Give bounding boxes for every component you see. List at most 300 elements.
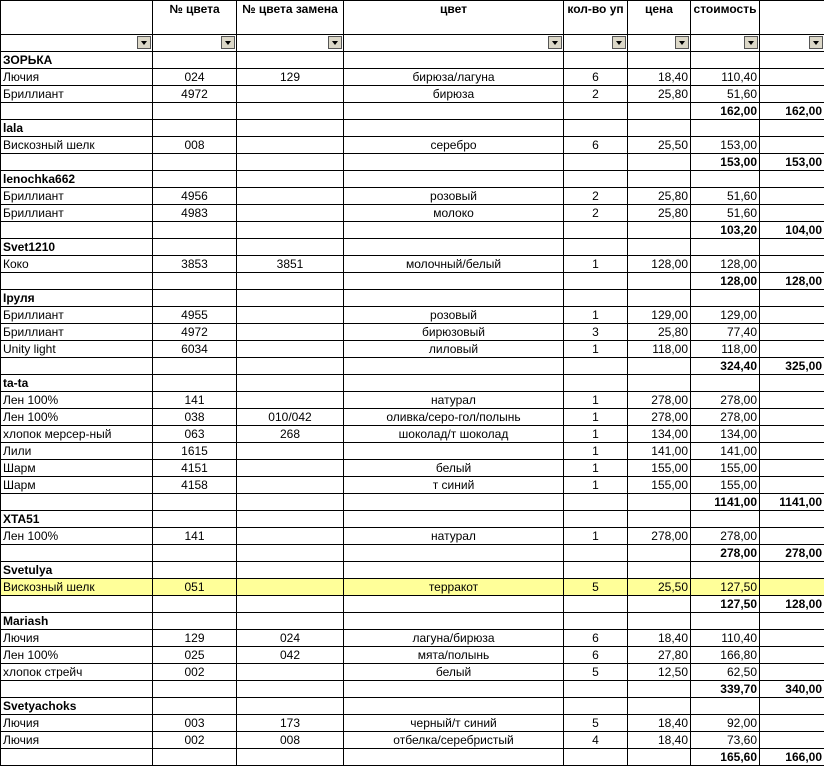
table-cell[interactable] xyxy=(564,120,628,137)
table-cell[interactable] xyxy=(760,460,824,477)
table-cell[interactable]: 155,00 xyxy=(691,477,760,494)
filter-dropdown-button[interactable] xyxy=(612,36,626,49)
rounded-total-cell[interactable]: 166,00 xyxy=(760,749,824,766)
table-cell[interactable] xyxy=(691,511,760,528)
table-cell[interactable]: Шарм xyxy=(1,460,153,477)
table-cell[interactable]: бирюза/лагуна xyxy=(344,69,564,86)
filter-dropdown-button[interactable] xyxy=(137,36,151,49)
table-cell[interactable]: 008 xyxy=(153,137,237,154)
table-cell[interactable] xyxy=(628,358,691,375)
table-cell[interactable]: 4972 xyxy=(153,86,237,103)
table-cell[interactable]: Бриллиант xyxy=(1,86,153,103)
table-cell[interactable] xyxy=(628,375,691,392)
table-cell[interactable]: 134,00 xyxy=(691,426,760,443)
table-cell[interactable]: Коко xyxy=(1,256,153,273)
table-cell[interactable] xyxy=(760,409,824,426)
rounded-total-cell[interactable]: 128,00 xyxy=(760,596,824,613)
table-cell[interactable]: 62,50 xyxy=(691,664,760,681)
table-cell[interactable] xyxy=(564,545,628,562)
table-cell[interactable] xyxy=(1,545,153,562)
table-cell[interactable] xyxy=(564,290,628,307)
table-cell[interactable]: 278,00 xyxy=(628,392,691,409)
table-cell[interactable]: 1 xyxy=(564,477,628,494)
table-cell[interactable]: 18,40 xyxy=(628,69,691,86)
table-cell[interactable]: белый xyxy=(344,664,564,681)
table-cell[interactable] xyxy=(344,239,564,256)
table-cell[interactable] xyxy=(760,52,824,69)
table-cell[interactable] xyxy=(237,460,344,477)
table-cell[interactable]: Лен 100% xyxy=(1,392,153,409)
table-cell[interactable]: серебро xyxy=(344,137,564,154)
customer-name-cell[interactable]: Svetulya xyxy=(1,562,153,579)
table-cell[interactable]: 4956 xyxy=(153,188,237,205)
table-cell[interactable]: 141 xyxy=(153,528,237,545)
filter-dropdown-button[interactable] xyxy=(744,36,758,49)
table-cell[interactable] xyxy=(344,222,564,239)
table-cell[interactable] xyxy=(1,681,153,698)
table-cell[interactable]: 3 xyxy=(564,324,628,341)
rounded-total-cell[interactable]: 340,00 xyxy=(760,681,824,698)
table-cell[interactable] xyxy=(628,562,691,579)
table-cell[interactable] xyxy=(760,290,824,307)
table-cell[interactable]: 127,50 xyxy=(691,579,760,596)
table-cell[interactable]: 25,80 xyxy=(628,188,691,205)
table-cell[interactable] xyxy=(1,749,153,766)
table-cell[interactable]: 024 xyxy=(153,69,237,86)
table-cell[interactable] xyxy=(760,443,824,460)
table-cell[interactable]: 1 xyxy=(564,307,628,324)
table-cell[interactable] xyxy=(628,154,691,171)
table-cell[interactable] xyxy=(153,239,237,256)
table-cell[interactable] xyxy=(760,477,824,494)
table-cell[interactable] xyxy=(628,545,691,562)
filter-dropdown-button[interactable] xyxy=(675,36,689,49)
table-cell[interactable] xyxy=(344,154,564,171)
table-cell[interactable] xyxy=(691,562,760,579)
table-cell[interactable] xyxy=(691,375,760,392)
table-cell[interactable] xyxy=(760,205,824,222)
table-cell[interactable] xyxy=(344,494,564,511)
table-cell[interactable]: 1 xyxy=(564,409,628,426)
table-cell[interactable] xyxy=(628,613,691,630)
table-cell[interactable] xyxy=(760,86,824,103)
customer-name-cell[interactable]: lala xyxy=(1,120,153,137)
table-cell[interactable] xyxy=(628,494,691,511)
table-cell[interactable] xyxy=(344,749,564,766)
table-cell[interactable]: 51,60 xyxy=(691,86,760,103)
table-cell[interactable]: 173 xyxy=(237,715,344,732)
table-cell[interactable]: 025 xyxy=(153,647,237,664)
table-cell[interactable] xyxy=(628,120,691,137)
table-cell[interactable]: 155,00 xyxy=(691,460,760,477)
table-cell[interactable] xyxy=(564,171,628,188)
table-cell[interactable] xyxy=(237,596,344,613)
table-cell[interactable]: белый xyxy=(344,460,564,477)
table-cell[interactable]: 141,00 xyxy=(628,443,691,460)
table-cell[interactable] xyxy=(564,562,628,579)
table-cell[interactable] xyxy=(153,103,237,120)
table-cell[interactable] xyxy=(628,698,691,715)
subtotal-cell[interactable]: 103,20 xyxy=(691,222,760,239)
table-cell[interactable] xyxy=(153,511,237,528)
table-cell[interactable]: 1 xyxy=(564,426,628,443)
table-cell[interactable]: 1 xyxy=(564,443,628,460)
table-cell[interactable]: 6034 xyxy=(153,341,237,358)
table-cell[interactable]: 1 xyxy=(564,392,628,409)
table-cell[interactable] xyxy=(628,681,691,698)
table-cell[interactable] xyxy=(760,732,824,749)
subtotal-cell[interactable]: 162,00 xyxy=(691,103,760,120)
table-cell[interactable] xyxy=(237,358,344,375)
table-cell[interactable] xyxy=(760,426,824,443)
customer-name-cell[interactable]: ta-ta xyxy=(1,375,153,392)
table-cell[interactable] xyxy=(153,358,237,375)
table-cell[interactable] xyxy=(153,545,237,562)
table-cell[interactable]: 6 xyxy=(564,630,628,647)
table-cell[interactable]: 3853 xyxy=(153,256,237,273)
table-cell[interactable] xyxy=(344,545,564,562)
table-cell[interactable] xyxy=(237,290,344,307)
table-cell[interactable] xyxy=(153,375,237,392)
table-cell[interactable]: Лен 100% xyxy=(1,647,153,664)
table-cell[interactable]: 3851 xyxy=(237,256,344,273)
table-cell[interactable]: 5 xyxy=(564,579,628,596)
table-cell[interactable]: 129,00 xyxy=(628,307,691,324)
table-cell[interactable]: хлопок мерсер-ный xyxy=(1,426,153,443)
customer-name-cell[interactable]: XTA51 xyxy=(1,511,153,528)
table-cell[interactable] xyxy=(564,358,628,375)
table-cell[interactable]: 278,00 xyxy=(691,528,760,545)
table-cell[interactable] xyxy=(564,154,628,171)
subtotal-cell[interactable]: 278,00 xyxy=(691,545,760,562)
table-cell[interactable] xyxy=(237,579,344,596)
table-cell[interactable]: 118,00 xyxy=(628,341,691,358)
table-cell[interactable] xyxy=(237,52,344,69)
table-cell[interactable]: 25,50 xyxy=(628,579,691,596)
table-cell[interactable] xyxy=(237,494,344,511)
table-cell[interactable]: 042 xyxy=(237,647,344,664)
table-cell[interactable]: 4955 xyxy=(153,307,237,324)
table-cell[interactable]: 25,80 xyxy=(628,86,691,103)
table-cell[interactable] xyxy=(237,664,344,681)
table-cell[interactable] xyxy=(760,698,824,715)
rounded-total-cell[interactable]: 1141,00 xyxy=(760,494,824,511)
table-cell[interactable] xyxy=(691,239,760,256)
customer-name-cell[interactable]: Mariash xyxy=(1,613,153,630)
table-cell[interactable]: лагуна/бирюза xyxy=(344,630,564,647)
table-cell[interactable]: 038 xyxy=(153,409,237,426)
table-cell[interactable]: молочный/белый xyxy=(344,256,564,273)
table-cell[interactable]: 1 xyxy=(564,256,628,273)
table-cell[interactable] xyxy=(564,596,628,613)
table-cell[interactable] xyxy=(760,171,824,188)
table-cell[interactable]: 12,50 xyxy=(628,664,691,681)
table-cell[interactable] xyxy=(564,103,628,120)
subtotal-cell[interactable]: 128,00 xyxy=(691,273,760,290)
table-cell[interactable] xyxy=(760,562,824,579)
table-cell[interactable] xyxy=(760,392,824,409)
table-cell[interactable]: Шарм xyxy=(1,477,153,494)
table-cell[interactable] xyxy=(237,613,344,630)
table-cell[interactable]: 6 xyxy=(564,137,628,154)
table-cell[interactable] xyxy=(760,613,824,630)
table-cell[interactable]: Лючия xyxy=(1,732,153,749)
table-cell[interactable] xyxy=(564,494,628,511)
table-cell[interactable]: Лючия xyxy=(1,69,153,86)
table-cell[interactable]: 4158 xyxy=(153,477,237,494)
rounded-total-cell[interactable]: 325,00 xyxy=(760,358,824,375)
table-cell[interactable] xyxy=(237,528,344,545)
table-cell[interactable]: 110,40 xyxy=(691,630,760,647)
table-cell[interactable] xyxy=(344,443,564,460)
table-cell[interactable] xyxy=(237,103,344,120)
rounded-total-cell[interactable]: 278,00 xyxy=(760,545,824,562)
table-cell[interactable] xyxy=(564,52,628,69)
table-cell[interactable] xyxy=(1,596,153,613)
customer-name-cell[interactable]: lenochka662 xyxy=(1,171,153,188)
table-cell[interactable]: 27,80 xyxy=(628,647,691,664)
table-cell[interactable]: 4 xyxy=(564,732,628,749)
table-cell[interactable] xyxy=(153,596,237,613)
subtotal-cell[interactable]: 165,60 xyxy=(691,749,760,766)
subtotal-cell[interactable]: 127,50 xyxy=(691,596,760,613)
table-cell[interactable] xyxy=(153,613,237,630)
table-cell[interactable] xyxy=(153,681,237,698)
table-cell[interactable] xyxy=(237,698,344,715)
table-cell[interactable] xyxy=(760,647,824,664)
table-cell[interactable] xyxy=(344,596,564,613)
table-cell[interactable] xyxy=(237,239,344,256)
table-cell[interactable] xyxy=(237,443,344,460)
table-cell[interactable] xyxy=(153,222,237,239)
table-cell[interactable] xyxy=(628,273,691,290)
table-cell[interactable]: Бриллиант xyxy=(1,307,153,324)
table-cell[interactable] xyxy=(344,698,564,715)
table-cell[interactable] xyxy=(760,630,824,647)
table-cell[interactable]: 268 xyxy=(237,426,344,443)
table-cell[interactable] xyxy=(344,613,564,630)
table-cell[interactable] xyxy=(564,239,628,256)
table-cell[interactable]: 110,40 xyxy=(691,69,760,86)
table-cell[interactable]: 128,00 xyxy=(691,256,760,273)
subtotal-cell[interactable]: 153,00 xyxy=(691,154,760,171)
customer-name-cell[interactable]: Svet1210 xyxy=(1,239,153,256)
table-cell[interactable]: 008 xyxy=(237,732,344,749)
table-cell[interactable]: Вискозный шелк xyxy=(1,579,153,596)
table-cell[interactable]: 2 xyxy=(564,86,628,103)
table-cell[interactable] xyxy=(344,562,564,579)
table-cell[interactable]: 278,00 xyxy=(691,392,760,409)
table-cell[interactable]: 18,40 xyxy=(628,630,691,647)
table-cell[interactable] xyxy=(564,681,628,698)
table-cell[interactable] xyxy=(760,341,824,358)
table-cell[interactable]: 010/042 xyxy=(237,409,344,426)
table-cell[interactable] xyxy=(344,103,564,120)
table-cell[interactable]: 129 xyxy=(237,69,344,86)
table-cell[interactable]: молоко xyxy=(344,205,564,222)
table-cell[interactable] xyxy=(237,749,344,766)
table-cell[interactable] xyxy=(760,664,824,681)
table-cell[interactable] xyxy=(628,596,691,613)
table-cell[interactable] xyxy=(628,290,691,307)
table-cell[interactable] xyxy=(691,290,760,307)
table-cell[interactable] xyxy=(237,171,344,188)
table-cell[interactable] xyxy=(237,188,344,205)
table-cell[interactable]: Лен 100% xyxy=(1,528,153,545)
table-cell[interactable]: 128,00 xyxy=(628,256,691,273)
table-cell[interactable] xyxy=(344,511,564,528)
table-cell[interactable] xyxy=(237,392,344,409)
table-cell[interactable] xyxy=(153,273,237,290)
table-cell[interactable] xyxy=(760,120,824,137)
table-cell[interactable]: 134,00 xyxy=(628,426,691,443)
table-cell[interactable] xyxy=(628,103,691,120)
table-cell[interactable]: хлопок стрейч xyxy=(1,664,153,681)
table-cell[interactable] xyxy=(237,477,344,494)
table-cell[interactable] xyxy=(344,273,564,290)
table-cell[interactable]: черный/т синий xyxy=(344,715,564,732)
table-cell[interactable]: 129,00 xyxy=(691,307,760,324)
table-cell[interactable] xyxy=(153,52,237,69)
table-cell[interactable]: 141,00 xyxy=(691,443,760,460)
table-cell[interactable]: 18,40 xyxy=(628,732,691,749)
table-cell[interactable]: натурал xyxy=(344,528,564,545)
table-cell[interactable]: бирюза xyxy=(344,86,564,103)
table-cell[interactable] xyxy=(760,188,824,205)
table-cell[interactable]: 51,60 xyxy=(691,205,760,222)
table-cell[interactable]: терракот xyxy=(344,579,564,596)
table-cell[interactable]: 18,40 xyxy=(628,715,691,732)
table-cell[interactable] xyxy=(760,307,824,324)
table-cell[interactable]: 51,60 xyxy=(691,188,760,205)
table-cell[interactable]: оливка/серо-гол/полынь xyxy=(344,409,564,426)
table-cell[interactable] xyxy=(691,613,760,630)
table-cell[interactable] xyxy=(344,290,564,307)
table-cell[interactable]: 141 xyxy=(153,392,237,409)
table-cell[interactable] xyxy=(760,579,824,596)
table-cell[interactable] xyxy=(1,358,153,375)
table-cell[interactable] xyxy=(691,120,760,137)
table-cell[interactable] xyxy=(153,494,237,511)
table-cell[interactable]: натурал xyxy=(344,392,564,409)
table-cell[interactable] xyxy=(564,273,628,290)
table-cell[interactable] xyxy=(628,511,691,528)
table-cell[interactable]: 5 xyxy=(564,715,628,732)
table-cell[interactable] xyxy=(628,239,691,256)
table-cell[interactable] xyxy=(237,681,344,698)
table-cell[interactable] xyxy=(564,511,628,528)
table-cell[interactable]: 4151 xyxy=(153,460,237,477)
table-cell[interactable]: Бриллиант xyxy=(1,188,153,205)
table-cell[interactable]: 002 xyxy=(153,664,237,681)
table-cell[interactable]: отбелка/серебристый xyxy=(344,732,564,749)
table-cell[interactable] xyxy=(564,698,628,715)
table-cell[interactable]: Вискозный шелк xyxy=(1,137,153,154)
table-cell[interactable] xyxy=(237,120,344,137)
table-cell[interactable] xyxy=(564,749,628,766)
table-cell[interactable] xyxy=(344,52,564,69)
table-cell[interactable] xyxy=(237,137,344,154)
table-cell[interactable] xyxy=(153,749,237,766)
table-cell[interactable] xyxy=(153,120,237,137)
table-cell[interactable]: 129 xyxy=(153,630,237,647)
table-cell[interactable] xyxy=(691,171,760,188)
table-cell[interactable] xyxy=(564,222,628,239)
subtotal-cell[interactable]: 1141,00 xyxy=(691,494,760,511)
customer-name-cell[interactable]: Iруля xyxy=(1,290,153,307)
table-cell[interactable]: 92,00 xyxy=(691,715,760,732)
filter-dropdown-button[interactable] xyxy=(328,36,342,49)
table-cell[interactable]: 155,00 xyxy=(628,460,691,477)
table-cell[interactable] xyxy=(1,273,153,290)
table-cell[interactable]: 4972 xyxy=(153,324,237,341)
table-cell[interactable] xyxy=(760,69,824,86)
table-cell[interactable]: 1 xyxy=(564,341,628,358)
table-cell[interactable] xyxy=(237,205,344,222)
table-cell[interactable]: 73,60 xyxy=(691,732,760,749)
table-cell[interactable] xyxy=(628,52,691,69)
table-cell[interactable] xyxy=(344,171,564,188)
table-cell[interactable]: розовый xyxy=(344,307,564,324)
table-cell[interactable]: Бриллиант xyxy=(1,205,153,222)
table-cell[interactable]: бирюзовый xyxy=(344,324,564,341)
table-cell[interactable]: 6 xyxy=(564,69,628,86)
table-cell[interactable]: 4983 xyxy=(153,205,237,222)
table-cell[interactable] xyxy=(237,324,344,341)
table-cell[interactable] xyxy=(1,154,153,171)
table-cell[interactable]: 1615 xyxy=(153,443,237,460)
table-cell[interactable]: Лючия xyxy=(1,630,153,647)
table-cell[interactable]: 278,00 xyxy=(628,528,691,545)
subtotal-cell[interactable]: 324,40 xyxy=(691,358,760,375)
table-cell[interactable] xyxy=(760,511,824,528)
table-cell[interactable]: 25,80 xyxy=(628,205,691,222)
table-cell[interactable] xyxy=(760,137,824,154)
table-cell[interactable] xyxy=(153,290,237,307)
table-cell[interactable]: Бриллиант xyxy=(1,324,153,341)
table-cell[interactable]: 278,00 xyxy=(628,409,691,426)
filter-dropdown-button[interactable] xyxy=(221,36,235,49)
table-cell[interactable] xyxy=(344,681,564,698)
table-cell[interactable] xyxy=(344,375,564,392)
table-cell[interactable]: 166,80 xyxy=(691,647,760,664)
table-cell[interactable] xyxy=(237,341,344,358)
table-cell[interactable]: 1 xyxy=(564,528,628,545)
table-cell[interactable]: 77,40 xyxy=(691,324,760,341)
table-cell[interactable]: 5 xyxy=(564,664,628,681)
table-cell[interactable] xyxy=(760,715,824,732)
table-cell[interactable] xyxy=(237,562,344,579)
table-cell[interactable] xyxy=(237,86,344,103)
table-cell[interactable]: 6 xyxy=(564,647,628,664)
rounded-total-cell[interactable]: 128,00 xyxy=(760,273,824,290)
table-cell[interactable]: 25,80 xyxy=(628,324,691,341)
table-cell[interactable] xyxy=(237,545,344,562)
table-cell[interactable]: 051 xyxy=(153,579,237,596)
table-cell[interactable] xyxy=(628,749,691,766)
table-cell[interactable] xyxy=(760,375,824,392)
table-cell[interactable]: 002 xyxy=(153,732,237,749)
table-cell[interactable]: 155,00 xyxy=(628,477,691,494)
table-cell[interactable] xyxy=(760,256,824,273)
table-cell[interactable]: 118,00 xyxy=(691,341,760,358)
table-cell[interactable]: розовый xyxy=(344,188,564,205)
table-cell[interactable] xyxy=(344,120,564,137)
table-cell[interactable]: 278,00 xyxy=(691,409,760,426)
table-cell[interactable]: 003 xyxy=(153,715,237,732)
customer-name-cell[interactable]: Svetyachoks xyxy=(1,698,153,715)
table-cell[interactable] xyxy=(344,358,564,375)
